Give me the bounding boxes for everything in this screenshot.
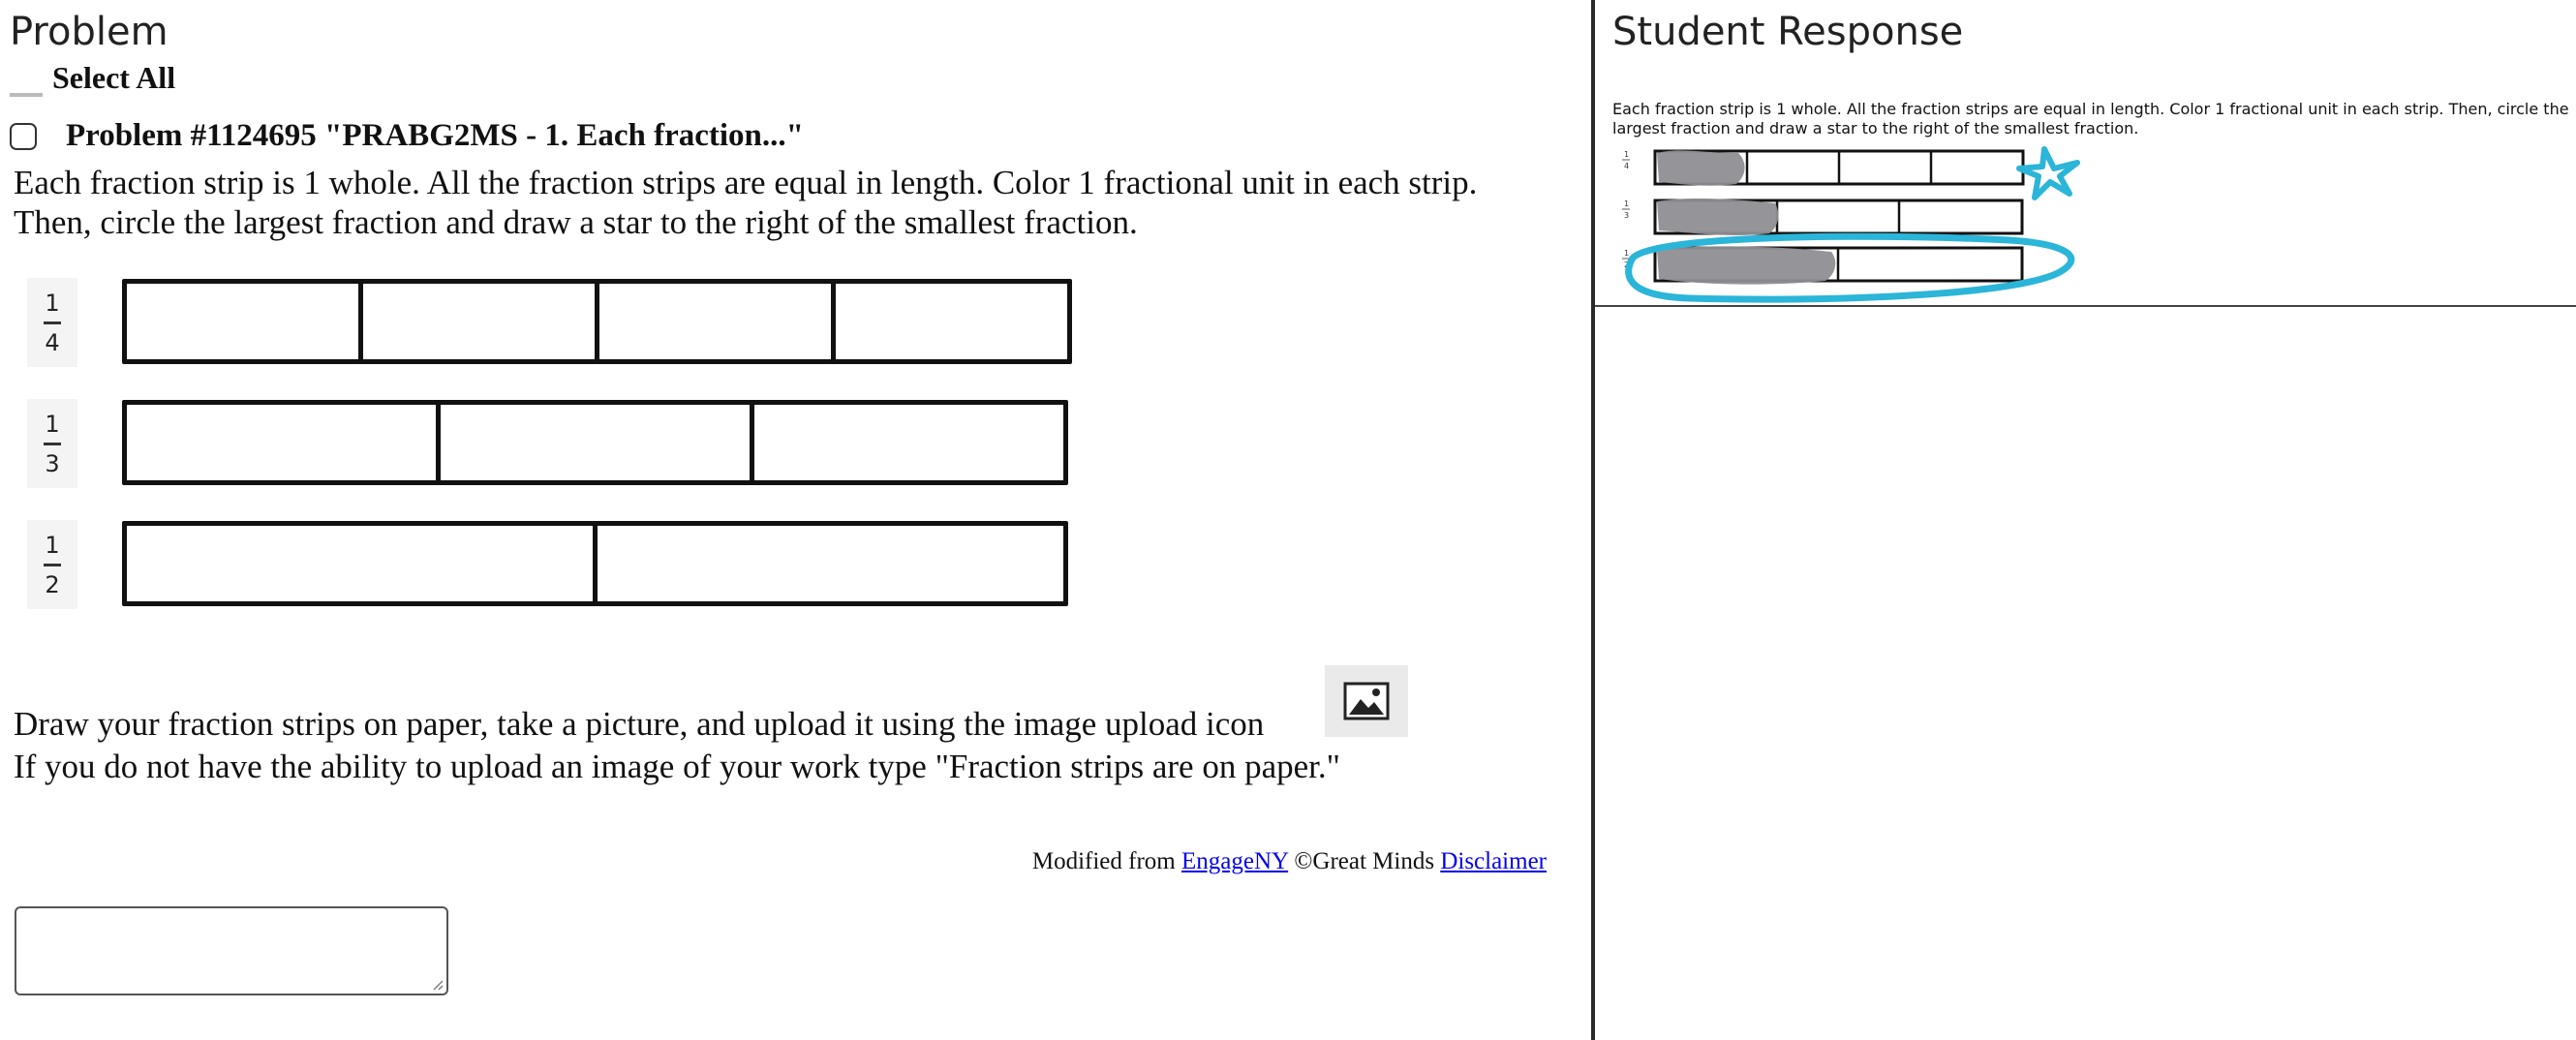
strip-unit (127, 526, 598, 601)
response-fraction-numerator: 1 (1624, 199, 1630, 208)
strip-unit (363, 284, 599, 359)
disclaimer-link[interactable]: Disclaimer (1440, 848, 1547, 874)
response-fraction-denominator: 3 (1624, 211, 1630, 220)
response-instructions: Each fraction strip is 1 whole. All the fraction strips are equal in length. Color 1 fractional unit in each strip. Then, circle the largest fraction and draw a star to the right of the smallest fraction. (1612, 100, 2569, 138)
response-divider (1595, 305, 2576, 307)
upload-instructions: Draw your fraction strips on paper, take a picture, and upload it using the image upload icon (14, 705, 1265, 743)
fraction-label-third: 1 3 (27, 399, 77, 488)
problem-instructions: Each fraction strip is 1 whole. All the fraction strips are equal in length. Color 1 fractional unit in each strip. Then, circle the largest fraction and draw a star to the right of the smallest fraction. (14, 164, 1478, 241)
response-fraction-denominator: 4 (1624, 162, 1630, 170)
strip-unit (441, 405, 754, 480)
image-upload-icon[interactable] (1325, 665, 1408, 737)
fraction-label-half: 1 2 (27, 520, 77, 609)
attribution-line: Modified from EngageNY ©Great Minds Disclaimer (1031, 848, 1547, 874)
response-fraction-denominator: 2 (1624, 260, 1630, 269)
fraction-strip-halves (122, 521, 1068, 606)
answer-textarea[interactable] (15, 906, 448, 995)
problem-header-row (10, 118, 804, 154)
strip-unit (754, 405, 1063, 480)
student-response-title: Student Response (1612, 10, 1964, 54)
student-response-image (1603, 143, 2106, 308)
no-upload-instructions: If you do not have the ability to upload an image of your work type "Fraction strips are on paper." (14, 748, 1340, 785)
engageny-link[interactable]: EngageNY (1181, 848, 1289, 874)
fraction-strip-thirds (122, 400, 1068, 485)
fraction-label-quarter: 1 4 (27, 278, 77, 367)
fraction-strip-fourths (122, 279, 1072, 364)
resize-grip-icon[interactable] (432, 979, 444, 991)
student-response-panel (1595, 0, 2576, 1040)
strip-unit (127, 405, 441, 480)
response-fraction-numerator: 1 (1624, 249, 1630, 258)
strip-unit (598, 526, 1063, 601)
strip-unit (599, 284, 836, 359)
problem-heading: Problem #1124695 "PRABG2MS - 1. Each fraction..." (66, 118, 804, 153)
strip-unit (127, 284, 363, 359)
strip-unit (836, 284, 1067, 359)
problem-panel-title: Problem (10, 10, 169, 54)
problem-checkbox[interactable] (10, 123, 37, 150)
image-icon (1343, 682, 1390, 720)
response-fraction-numerator: 1 (1624, 150, 1630, 159)
select-all-label[interactable]: Select All (52, 79, 190, 103)
